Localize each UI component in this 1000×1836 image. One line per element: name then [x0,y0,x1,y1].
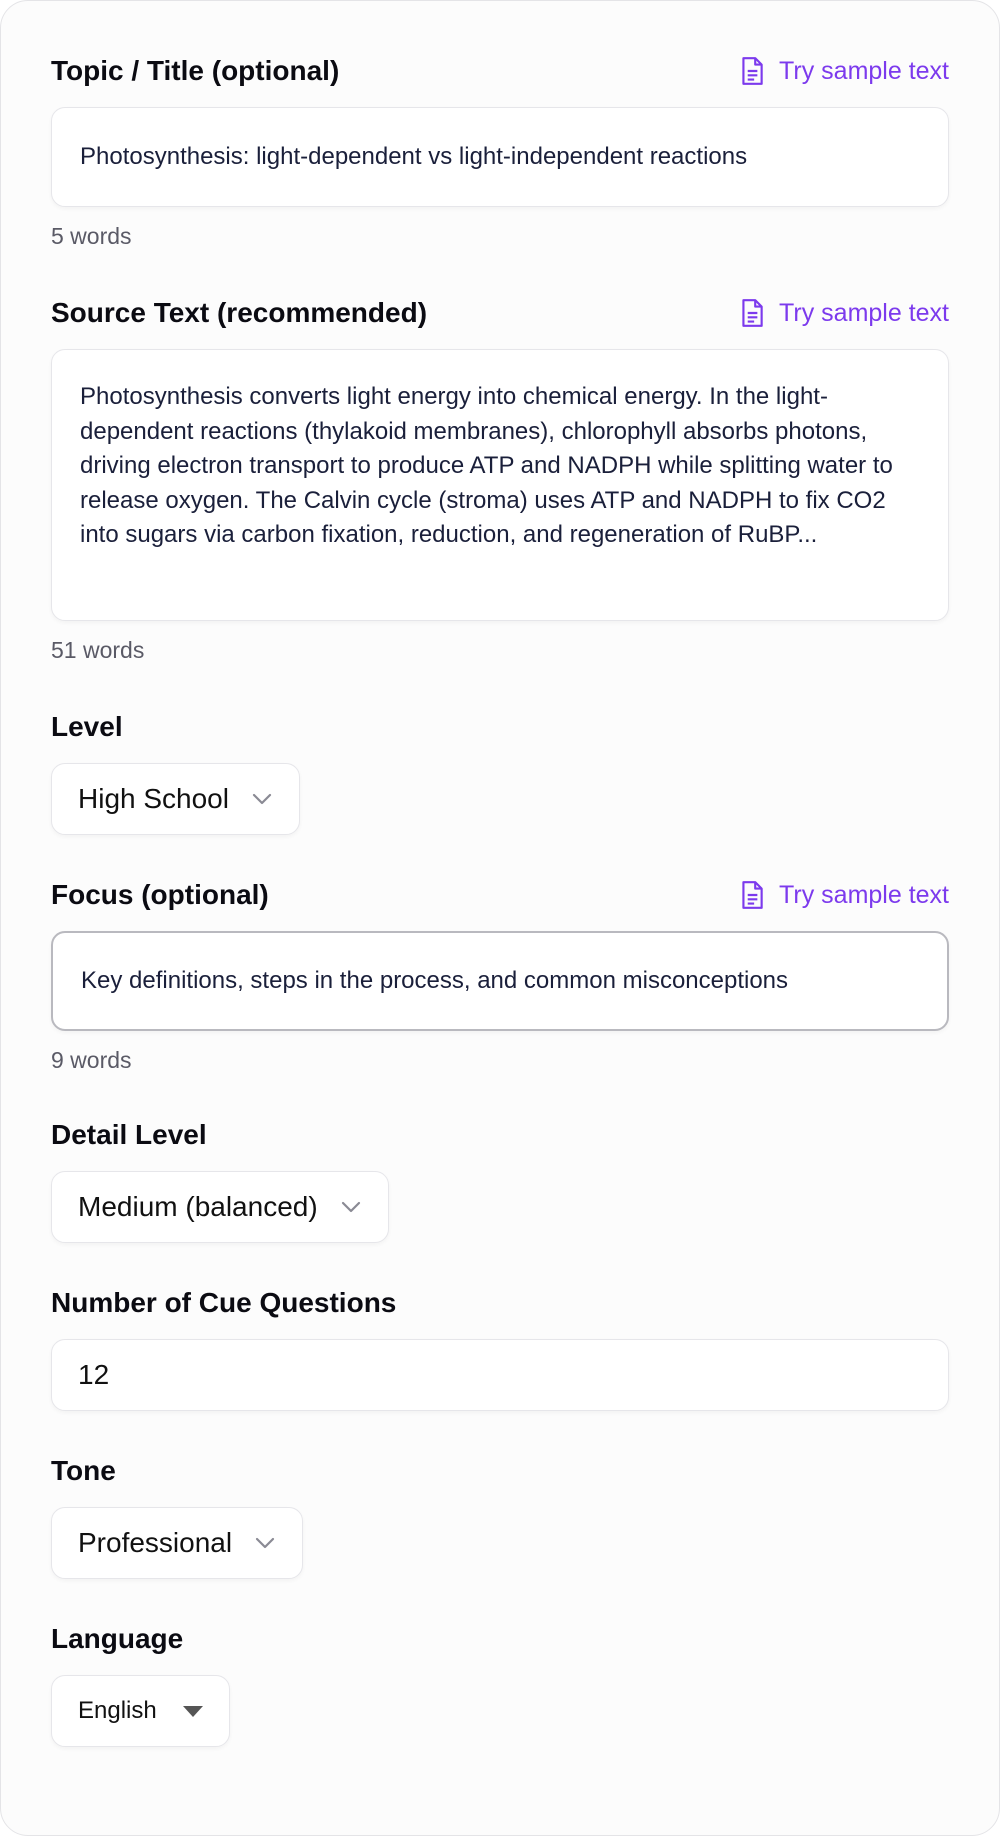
level-label: Level [51,711,123,742]
focus-sample-link-text: Try sample text [779,880,949,909]
source-field [51,293,949,664]
source-word-count: 51 words [51,637,145,663]
topic-input[interactable]: Photosynthesis: light-dependent vs light-independent reactions [51,107,949,207]
focus-word-count: 9 words [51,1047,132,1073]
document-icon [739,880,765,910]
source-sample-link-text: Try sample text [779,298,949,327]
document-icon [739,298,765,328]
cue-questions-field [51,1283,949,1411]
level-select[interactable] [51,763,300,835]
topic-sample-link-text: Try sample text [779,56,949,85]
detail-selected-value: Medium (balanced) [78,1191,318,1222]
level-field [51,707,949,835]
tone-label: Tone [51,1455,116,1486]
chevron-down-icon [251,792,273,806]
focus-input[interactable]: Key definitions, steps in the process, and common misconceptions [51,931,949,1031]
document-icon [739,56,765,86]
level-selected-value: High School [78,783,229,814]
language-label: Language [51,1623,184,1654]
tone-selected-value: Professional [78,1527,233,1558]
language-field [51,1619,949,1747]
focus-field [51,875,949,1074]
cue-questions-label: Number of Cue Questions [51,1287,397,1318]
source-textarea[interactable]: Photosynthesis converts light energy into chemical energy. In the light-dependent reactions (thylakoid membranes), chlorophyll absorbs photons, driving electron transport to produce ATP and NADPH while splitting water to release oxygen. The Calvin cycle (stroma) uses ATP and NADPH to fix CO2 into sugars via carbon fixation, reduction, and regeneration of RuBP... [51,349,949,621]
detail-field [51,1115,949,1243]
tone-field [51,1451,949,1579]
source-label: Source Text (recommended) [51,297,428,328]
detail-label: Detail Level [51,1119,207,1150]
language-selected-value: English [78,1697,157,1724]
topic-word-count: 5 words [51,223,132,249]
language-select[interactable] [51,1675,230,1747]
source-sample-link[interactable] [739,298,949,328]
tone-select[interactable] [51,1507,303,1579]
topic-sample-link[interactable] [739,56,949,86]
focus-label: Focus (optional) [51,879,269,910]
chevron-down-icon [340,1200,362,1214]
chevron-down-icon [254,1536,276,1550]
detail-select[interactable] [51,1171,389,1243]
topic-label: Topic / Title (optional) [51,55,340,86]
focus-sample-link[interactable] [739,880,949,910]
cue-questions-input[interactable]: 12 [51,1339,949,1411]
caret-down-icon [183,1706,203,1717]
topic-field [51,51,949,250]
